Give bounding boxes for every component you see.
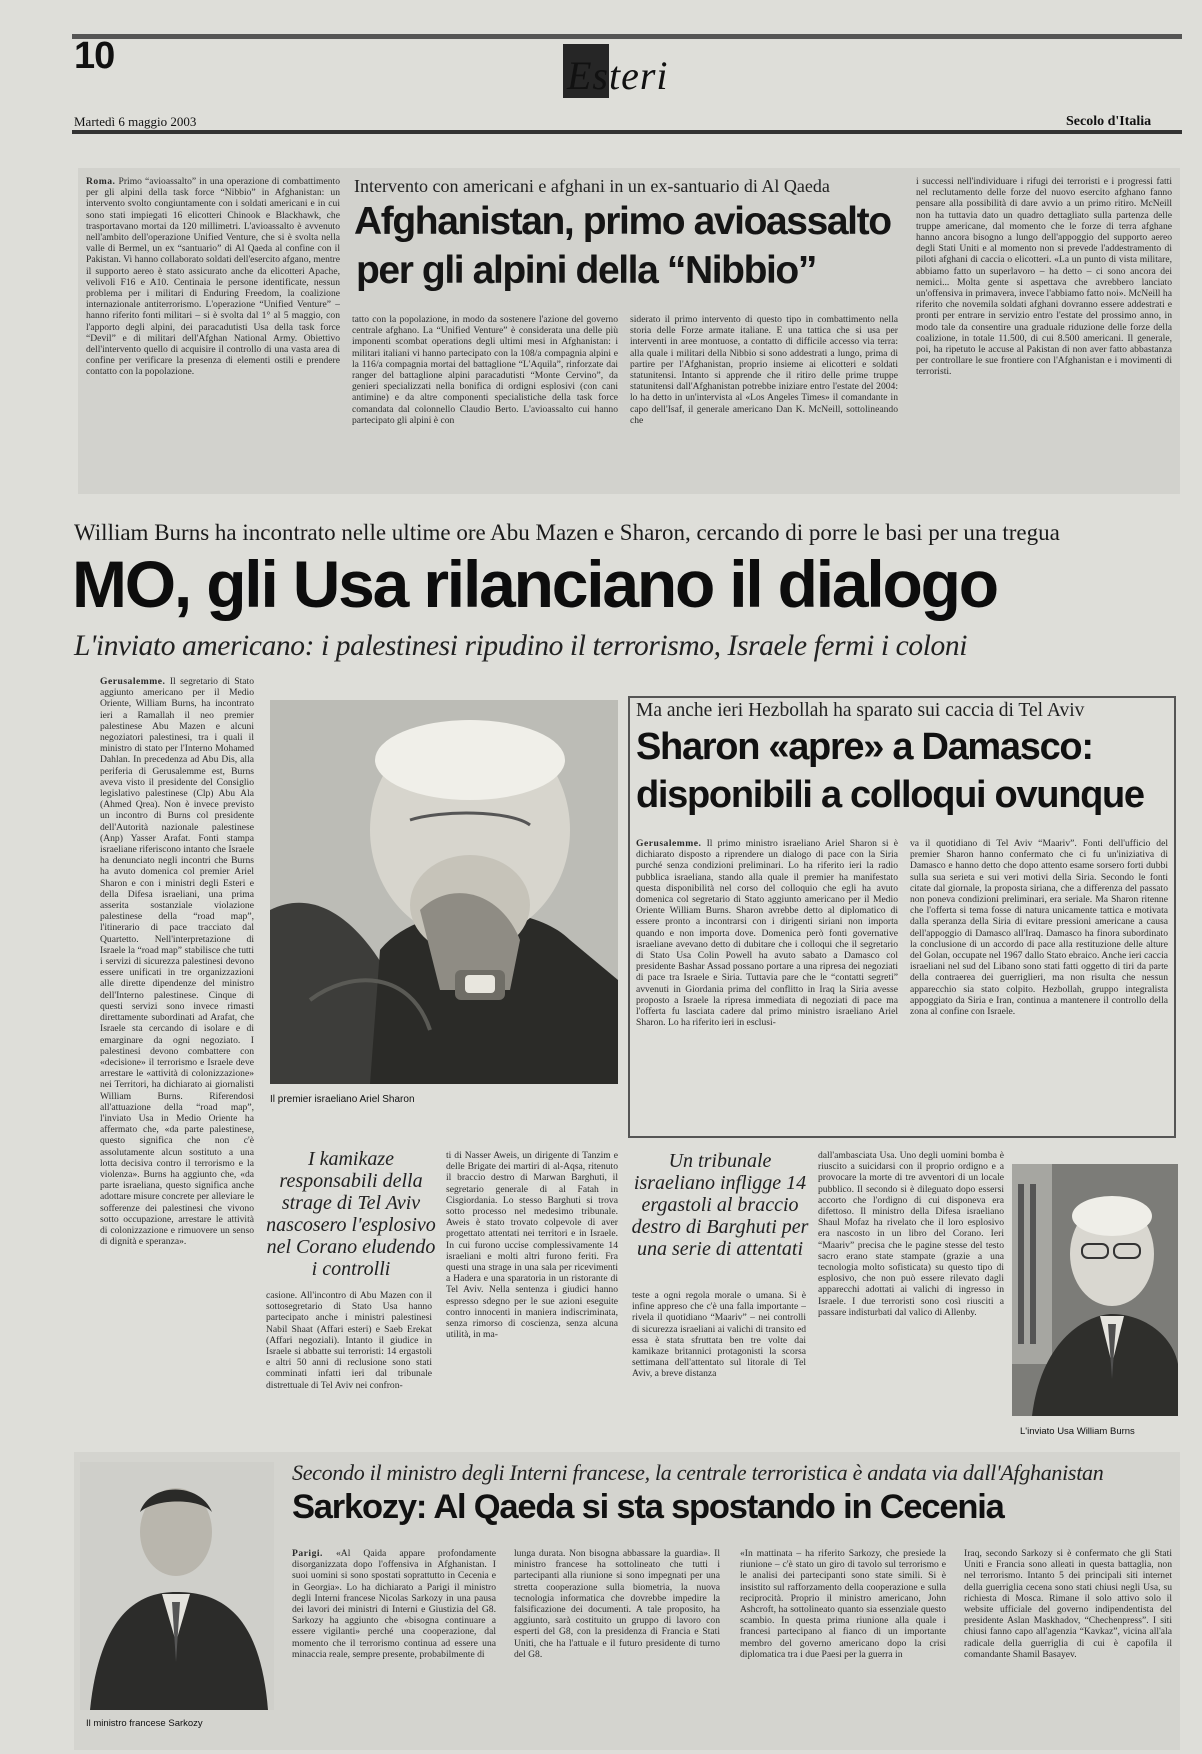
sharon-kicker: Ma anche ieri Hezbollah ha sparato sui caccia di Tel Aviv (636, 700, 1085, 721)
sharon-photo-caption: Il premier israeliano Ariel Sharon (270, 1094, 415, 1105)
mo-title: MO, gli Usa rilanciano il dialogo (72, 547, 997, 621)
afghan-dateline: Roma. (86, 176, 116, 187)
sharon-title-1: Sharon «apre» a Damasco: (636, 726, 1093, 768)
section-title: Esteri (567, 53, 669, 98)
afghan-col-4: i successi nell'individuare i rifugi dei terroristi e i progressi fatti nel reclutamento delle forze del nuovo esercito afghano fanno pensare alla possibilità di dare avvio a un primo ritiro. McNeill non ha tuttavia dato un quadro dettagliato sulla partenza delle truppe americane, dal momento che le forze di terra afghane hanno ancora bisogno a lungo dell'appoggio del supporto aereo degli Stati Uniti e al momento non si prevede l'addestramento di piloti afghani di caccia o elicotteri. «La un punto di vista militare, abbiamo fatto un superlavoro – ha detto – ci sono ancora dei nemici... Molta gente si aspettava che avrebbero lanciato un'offensiva in primavera, invece l'abbiamo fatto noi». McNeill ha riferito che novemila soldati afghani dovranno essere addestrati e pronti per entrare in servizio entro l'estate del prossimo anno, in modo tale da consentire una graduale riduzione delle forze della coalizione, in totale 11.500, di cui 8.500 americani. Il generale, poi, ha ripetuto le accuse al Pakistan di non aver fatto abbastanza per controllare le sue frontiere con l'Afghanistan e i movimenti di terroristi. (916, 176, 1172, 378)
kamikaze-quote: I kamikaze responsabili della strage di Tel Aviv nascosero l'esplosivo nel Corano eludendo i controlli (266, 1148, 436, 1280)
mo-col-1-text: Il segretario di Stato aggiunto americano per il Medio Oriente, William Burns, ha incontrato ieri a Ramallah il neo premier palestinese Abu Mazen e alcuni negoziatori palestinesi, tra i quali il ministro di stato per l'Interno Mohamed Dahlan. In precedenza ad Abu Dis, alla periferia di Gerusalemme est, Burns aveva visto il presidente del Consiglio legislativo palestinese (Clp) Abu Ala (Ahmed Qrea). Non è invece previsto un incontro di Burns col presidente dell'Autorità nazionale palestinese (Anp) Yasser Arafat. Fonti stampa israeliane riferiscono intanto che Israele ha denunciato negli incontri che Burns ha avuto domenica col premier Ariel Sharon e con i ministri degli Esteri e della Difesa israeliani, una prima asserita sostanziale violazione palestinese della “road map”, l'itinerario di pace tracciato dal Quartetto. Nell'interpretazione di Israele la “road map” stabilisce che tutti i servizi di sicurezza palestinesi devono essere unificati in tre organizzazioni alle dirette dipendenze del ministro dell'Interno palestinese. Cinque di questi servizi sono invece rimasti direttamente subordinati ad Arafat, che Israele sta cercando di isolare e di emarginare da ogni negoziato. I palestinesi devono combattere con «decisione» il terrorismo e Israele deve arrestare le «attività di colonizzazione» nei Territori, ha dichiarato ai giornalisti William Burns. Riferendosi all'attuazione della “road map”, l'inviato Usa in Medio Oriente ha affermato che, «da parte palestinese, questo significa che non c'è assolutamente alcun sostituto a una lotta decisiva contro il terrorismo e la violenza». Burns ha aggiunto che, «da parte israeliana, questo significa anche adottare misure concrete per alleviare le sofferenze dei palestinesi che vivono sotto occupazione, arrestare le attività di colonizzazione e rimuovere un senso di dignità e speranza». (100, 676, 254, 1248)
afghan-kicker: Intervento con americani e afghani in un ex-santuario di Al Qaeda (354, 176, 830, 196)
burns-portrait-image (1012, 1164, 1178, 1416)
header-date: Martedì 6 maggio 2003 (74, 114, 197, 129)
sarkozy-title: Sarkozy: Al Qaeda si sta spostando in Cecenia (292, 1488, 1004, 1526)
sharon-photo (270, 700, 618, 1084)
sarkozy-photo-caption: Il ministro francese Sarkozy (86, 1718, 203, 1729)
kamikaze-col-1: casione. All'incontro di Abu Mazen con il sottosegretario di Stato Usa hanno partecipato anche i ministri palestinesi Nabil Shaat (Affari esteri) e Saeb Erekat (Affari negoziali). Intanto il giudice in Israele si abbatte sui terroristi: 14 ergastoli e altri 50 anni di reclusione sono stati comminati infatti ieri dal tribunale distrettuale di Tel Aviv nei confron- (266, 1290, 432, 1391)
header-top-rule (72, 34, 1182, 39)
kamikaze-col-2: ti di Nasser Aweis, un dirigente di Tanzim e delle Brigate dei martiri di al-Aqsa, ritenuto il braccio destro di Marwan Barghuti, il segretario generale di al Fatah in Cisgiordania. Lo stesso Barghuti si trova sotto processo nel medesimo tribunale. Aweis è stato trovato colpevole di aver progettato attentati nei territori e in Israele. In cui furono uccise complessivamente 14 israeliani e molti altri furono feriti. Fra questi una strage in una sala per ricevimenti a Hadera e una sparatoria in un ristorante di Tel Aviv. Nella sentenza i giudici hanno espresso sdegno per le sue azioni eseguite contro innocenti in maniera indiscriminata, senza rimorso di coscienza, senza alcuna utilità, in ma- (446, 1150, 618, 1341)
afghan-col-1 (86, 176, 340, 488)
tribunale-col-2: dall'ambasciata Usa. Uno degli uomini bomba è riuscito a suicidarsi con il proprio ordigno e a provocare la morte di tre avventori di un locale pubblico. Il secondo si è dileguato dopo essersi accorto che l'ordigno di cui disponeva era difettoso. Il ministro della Difesa israeliano Shaul Mofaz ha rivelato che il loro esplosivo era nascosto in un libro del Corano. Ieri “Maariv” precisa che le pagine stesse del testo sacro erano state stampate (grazie a una tecnologia molto sofisticata) su questo tipo di esplosivo, che non può essere rilevato dagli apparecchi adottati ai valichi di ingresso in Israele. I due terroristi sono così riusciti a passare indisturbati dal valico di Allenby. (818, 1150, 1004, 1318)
sarkozy-col-1 (292, 1548, 496, 1746)
afghan-col-1-text: Primo “avioassalto” in una operazione di combattimento per gli alpini della task force “Nibbio” in Afghanistan: un intervento svolto congiuntamente con i soldati americani e in cui sono stati impiegati 16 elicotteri Chinook e Blackhawk, che trasportavano mortai da 120 millimetri. L'avioassalto è avvenuto nell'ambito dell'operazione Unified Venture, che si è svolta nella valle di Bermel, un ex “santuario” di Al Qaeda al confine con il Pakistan. Vi hanno collaborato soldati dell'esercito afgano, mentre il supporto aereo è stato assicurato anche da elicotteri Apache, velivoli F16 e A10. Centinaia le persone identificate, nessun problema per i militari di Enduring Freedom, la coalizione internazionale antiterrorismo. L'operazione “Unified Venture” – hanno riferito fonti militari – si è svolta dal 1° al 5 maggio, con l'apporto degli alpini, dei paracadutisti Usa della task force “Devil” e di militari dell'Afghan National Army. Obiettivo dell'intervento quello di acquisire il controllo di una vasta area di confine per verificare la presenza di elementi ostili e prendere contatto con la popolazione. (86, 176, 340, 378)
tribunale-col-1: teste a ogni regola morale o umana. Si è infine appreso che c'è una falla importante – rivela il quotidiano “Maariv” – nei controlli di sicurezza israeliani ai valichi di transito ed essa è stata sfruttata ben tre volte dai kamikaze britannici protagonisti la scorsa settimana dell'attentato sul litorale di Tel Aviv, a breve distanza (632, 1290, 806, 1380)
mo-dateline: Gerusalemme. (100, 676, 166, 687)
page-number: 10 (74, 35, 115, 77)
sarkozy-col-4: Iraq, secondo Sarkozy si è confermato che gli Stati Uniti e Francia sono alleati in questa battaglia, non nel terrorismo. Intanto 5 dei principali siti internet della guerriglia cecena sono stati chiusi negli Usa, su richiesta di Mosca. Rimane il solo attivo solo il website ufficiale del governo indipendentista del presidente Aslan Maskhadov, “Chechenpress”. I siti chiusi fanno capo all'agenzia “Kavkaz”, vicina all'ala radicale della guerriglia di cui è capofila il comandante Shamil Basayev. (964, 1548, 1172, 1660)
sarkozy-dateline: Parigi. (292, 1548, 323, 1559)
tribunale-quote: Un tribunale israeliano infligge 14 ergastoli al braccio destro di Barghuti per una serie di attentati (631, 1150, 809, 1260)
sarkozy-kicker: Secondo il ministro degli Interni francese, la centrale terroristica è andata via dall'Afghanistan (292, 1460, 1104, 1485)
afghan-col-3: siderato il primo intervento di questo tipo in combattimento nella storia delle Forze armate italiane. E una tattica che si usa per interventi in aree montuose, a contatto di difficile accesso via terra: alla quale i militari della Nibbio si sono addestrati a lungo, prima di partire per l'Afghanistan, proprio insieme ai elicotteri e soldati statunitensi. Intanto si apprende che il ritiro delle prime truppe statunitensi dall'Afghanistan potrebbe iniziare entro l'estate del 2004: lo ha detto in un'intervista al «Los Angeles Times» il comandante in capo dell'Isaf, il generale americano Dan K. McNeill, sottolineando che (630, 314, 898, 426)
mo-col-1 (100, 676, 254, 1428)
sharon-col-2: va il quotidiano di Tel Aviv “Maariv”. Fonti dell'ufficio del premier Sharon hanno confermato che ci fu un'iniziativa di Damasco e hanno detto che dopo attento esame sorsero forti dubbi sulla sua serieta e sui veri motivi della Siria. Secondo le fonti citate dal giornale, la proposta siriana, che a differenza del passato non poneva condizioni preliminari, era seriale. Ma Sharon ritenne che l'offerta si tema fosse di natura unicamente tattica e motivata dalla speranza della Siria di evitare pressioni americane a causa dell'appoggio di Damasco all'Iraq. Damasco ha finora subordinato la conclusione di un accordo di pace alla restituzione delle alture del Golan, occupate nel 1967 dallo Stato ebraico. Anche ieri caccia israeliani nel sud del Libano sono stati fatti oggetto di tiri da parte della contraerea dei guerriglieri, ma non risulta che nessun apparecchio sia stato colpito. Hezbollah, gruppo integralista appoggiato da Siria e Iran, continua a mantenere il controllo della zona al confine con Israele. (910, 838, 1168, 1018)
burns-photo (1012, 1164, 1178, 1416)
afghan-title-1: Afghanistan, primo avioassalto (354, 200, 891, 243)
sharon-title-2: disponibili a colloqui ovunque (636, 774, 1144, 816)
mo-kicker: William Burns ha incontrato nelle ultime ore Abu Mazen e Sharon, cercando di porre le basi per una tregua (74, 520, 1060, 545)
sarkozy-col-2: lunga durata. Non bisogna abbassare la guardia». Il ministro francese ha sottolineato che tutti i partecipanti alla riunione si sono impegnati per una stretta cooperazione sulla biometria, la nuova tecnologia informatica che dovrebbe impedire la falsificazione dei documenti. A tale proposito, ha aggiunto, sarà costituito un gruppo di lavoro con esperti del G8, con la presidenza di Francia e Stati Uniti, che ha l'attuale e il futuro presidente di turno del G8. (514, 1548, 720, 1660)
afghan-title-2: per gli alpini della “Nibbio” (356, 249, 816, 292)
sharon-dateline: Gerusalemme. (636, 838, 702, 849)
header-bottom-rule (72, 130, 1182, 134)
sharon-col-1-text: Il primo ministro israeliano Ariel Sharon si è dichiarato disposto a riprendere un dialogo di pace con la Siria purché senza condizioni preliminari. Lo ha riferito ieri la radio pubblica israeliana, stando alla quale il premier ha manifestato questa disponibilità nel corso del colloquio che egli ha avuto domenica col segretario di Stato aggiunto americano per il Medio Oriente William Burns. Sharon avrebbe detto al diplomatico di essere pronto a incontrarsi con i dirigenti siriani non importa quando e non importa dove. Domenica però fonti governative israeliane avevano detto di dubitare che i colloqui che il segretario di Stato Usa Colin Powell ha avuto sabato a Damasco col presidente Bashar Assad possano portare a una ripresa dei negoziati di pace tra Israele e Siria. Tuttavia pare che le “contatti segreti” avvenuti in Giordania prima del conflitto in Iraq la Siria avesse proposto a Israele la ripresa immediata di negoziati di pace ma l'offerta fu lasciata cadere dal primo ministro israeliano Ariel Sharon. Lo ha riferito ieri in esclusi- (636, 838, 898, 1029)
afghan-col-2: tatto con la popolazione, in modo da sostenere l'azione del governo centrale afghano. La “Unified Venture” è considerata una delle più imponenti scombat operations degli ultimi mesi in Afghanistan: i militari italiani vi hanno partecipato con la 108/a compagnia alpini e la 116/a compagnia mortai del battaglione “L'Aquila”, rinforzate dai ranger del battaglione alpini paracadutisti “Monte Cervino”, da genieri specializzati nella bonifica di ordigni esplosivi (con cani antimine) e da altre componenti specialistiche della task force comandata dal colonnello Claudio Berto. L'avioassalto cui hanno partecipato gli alpini è con (352, 314, 618, 426)
sarkozy-col-1-text: «Al Qaida appare profondamente disorganizzata dopo l'offensiva in Afghanistan. I suoi uomini si sono spostati soprattutto in Cecenia e in Georgia». Lo ha dichiarato a Parigi il ministro degli Interni francese Nicolas Sarkozy in una pausa dei lavori dei ministri di Interni e Giustizia del G8. Sarkozy ha aggiunto che «bisogna continuare a essere vigilanti» perché una cooperazione, dal momento che il terrorismo continua ad essere una minaccia reale, sempre presente, probabilmente di (292, 1548, 496, 1660)
burns-photo-caption: L'inviato Usa William Burns (1020, 1426, 1135, 1437)
sarkozy-photo (80, 1462, 274, 1710)
mo-subtitle: L'inviato americano: i palestinesi ripudino il terrorismo, Israele fermi i coloni (74, 630, 967, 662)
sarkozy-portrait-image (80, 1462, 274, 1710)
sarkozy-col-3: «In mattinata – ha riferito Sarkozy, che presiede la riunione – c'è stato un giro di tavolo sul terrorismo e le analisi dei partecipanti sono state simili. Si è insistito sul rafforzamento della cooperazione e sulla reciprocità. Proprio il ministro americano, John Ashcroft, ha sottolineato quanto sia essenziale questo scambio. In questa prima riunione alla quale i francesi partecipano al fianco di un importante membro del governo americano dopo la crisi diplomatica tra i due Paesi per la guerra in (740, 1548, 946, 1660)
sharon-portrait-image (270, 700, 618, 1084)
newspaper-name: Secolo d'Italia (1066, 114, 1152, 129)
sharon-col-1 (636, 838, 898, 1128)
